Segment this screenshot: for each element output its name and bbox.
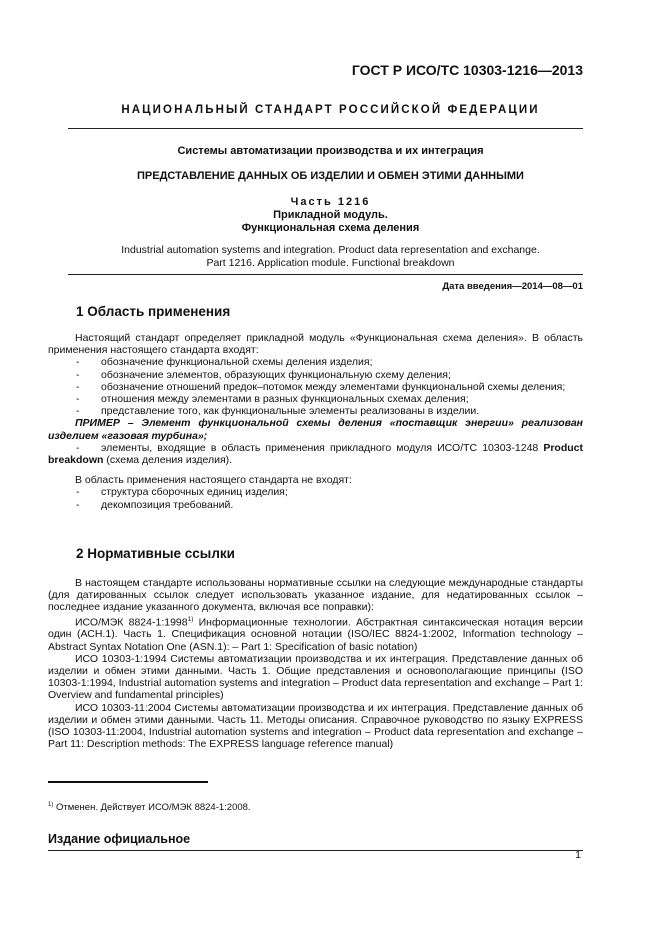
divider-top (68, 128, 583, 129)
excluded-intro: В область применения настоящего стандарта не входят: (75, 474, 352, 487)
divider-bottom (48, 850, 583, 851)
section1-intro: Настоящий стандарт определяет прикладной модуль «Функциональная схема деления». В область применения настоящего стандарта входят: (48, 332, 583, 357)
main-title: ПРЕДСТАВЛЕНИЕ ДАННЫХ ОБ ИЗДЕЛИИ И ОБМЕН ЭТИМИ ДАННЫМИ (137, 170, 524, 182)
section2-heading: 2 Нормативные ссылки (76, 546, 235, 561)
list-item: - отношения между элементами в разных функциональных схемах деления; (76, 393, 469, 406)
list-item: - представление того, как функциональные элементы реализованы в изделии. (76, 405, 480, 418)
section2-intro: В настоящем стандарте использованы нормативные ссылки на следующие международные стандарты (для датированных ссылок следует использовать указанное издание, для недатированных ссылок – последнее издание указанного документа, включая все поправки): (48, 577, 583, 614)
footnote-ref: 1) (187, 615, 194, 623)
part-module: Прикладной модуль. (273, 209, 388, 221)
list-item: - обозначение отношений предок–потомок между элементами функциональной схемы деления; (76, 380, 566, 393)
module-name: Product breakdown (48, 441, 583, 467)
part-number: Часть 1216 (290, 196, 371, 208)
divider-middle (68, 274, 583, 275)
footnote-divider (48, 781, 208, 783)
example-note: ПРИМЕР – Элемент функциональной схемы деления «поставщик энергии» реализован изделием «газовая турбина»; (48, 417, 583, 442)
bullet-dash: - (76, 356, 80, 369)
national-standard-title: НАЦИОНАЛЬНЫЙ СТАНДАРТ РОССИЙСКОЙ ФЕДЕРАЦИИ (121, 104, 540, 116)
part-block (0, 196, 661, 235)
english-title-line1: Industrial automation systems and integration. Product data representation and exchange. (121, 244, 540, 256)
normative-reference: ИСО/МЭК 8824-1:1998$^{1)}$ Информационные технологии. Абстрактная синтаксическая нотация версии один (АСН.1). Часть 1. Спецификация основной нотации (ISO/IEC 8824-1:2002, Information technology – Abstract Syntax Notation One (ASN.1): – Part 1: Specification of basic notation) (48, 615, 584, 653)
footnote: $^{1)}$ Отменен. Действует ИСО/МЭК 8824-1:2008. (48, 802, 251, 814)
list-item: - обозначение элементов, образующих функциональную схему деления; (76, 368, 451, 381)
bullet-dash: - (76, 441, 80, 454)
bullet-dash: - (76, 368, 80, 381)
list-item: - структура сборочных единиц изделия; (76, 486, 288, 499)
english-title (0, 244, 661, 270)
list-item: - обозначение функциональной схемы деления изделия; (76, 356, 373, 369)
introduction-date: Дата введения—2014—08—01 (442, 281, 583, 292)
normative-reference: ИСО 10303-11:2004 Системы автоматизации производства и их интеграция. Представление данных об изделии и обмен этими данными. Часть 11. Методы описания. Справочное руководство по языку EXPRESS (ISO 10303-11:2004, Industrial automation systems and integration – Product data representation and exchange – Part 11: Description methods: The EXPRESS language reference manual) (48, 701, 583, 751)
bullet-dash: - (76, 380, 80, 393)
section2-body (48, 577, 583, 750)
section1-body (48, 332, 583, 511)
series-title: Системы автоматизации производства и их интеграция (177, 145, 484, 157)
document-code: ГОСТ Р ИСО/ТС 10303-1216—2013 (351, 62, 583, 78)
page-number: 1 (575, 849, 581, 861)
part-name: Функциональная схема деления (241, 222, 420, 234)
bullet-dash: - (76, 486, 80, 499)
section1-heading: 1 Область применения (76, 304, 231, 319)
bullet-dash: - (76, 405, 80, 418)
normative-reference: ИСО 10303-1:1994 Системы автоматизации производства и их интеграция. Представление данных об изделии и обмен этими данными. Часть 1. Общие представления и основополагающие принципы (ISO 10303-1:1994, Industrial automation systems and integration – Product data representation and exchange – Part 1: Overview and fundamental principles) (48, 652, 583, 702)
list-item: - декомпозиция требований. (76, 498, 234, 511)
edition-label: Издание официальное (48, 832, 191, 846)
list-item: - элементы, входящие в область применения прикладного модуля ИСО/ТС 10303-1248 Product breakdown (схема деления изделия). (48, 441, 583, 467)
english-title-line2: Part 1216. Application module. Functional breakdown (206, 257, 455, 269)
bullet-dash: - (76, 498, 80, 511)
footnote-mark: 1) (48, 802, 54, 808)
bullet-dash: - (76, 393, 80, 406)
